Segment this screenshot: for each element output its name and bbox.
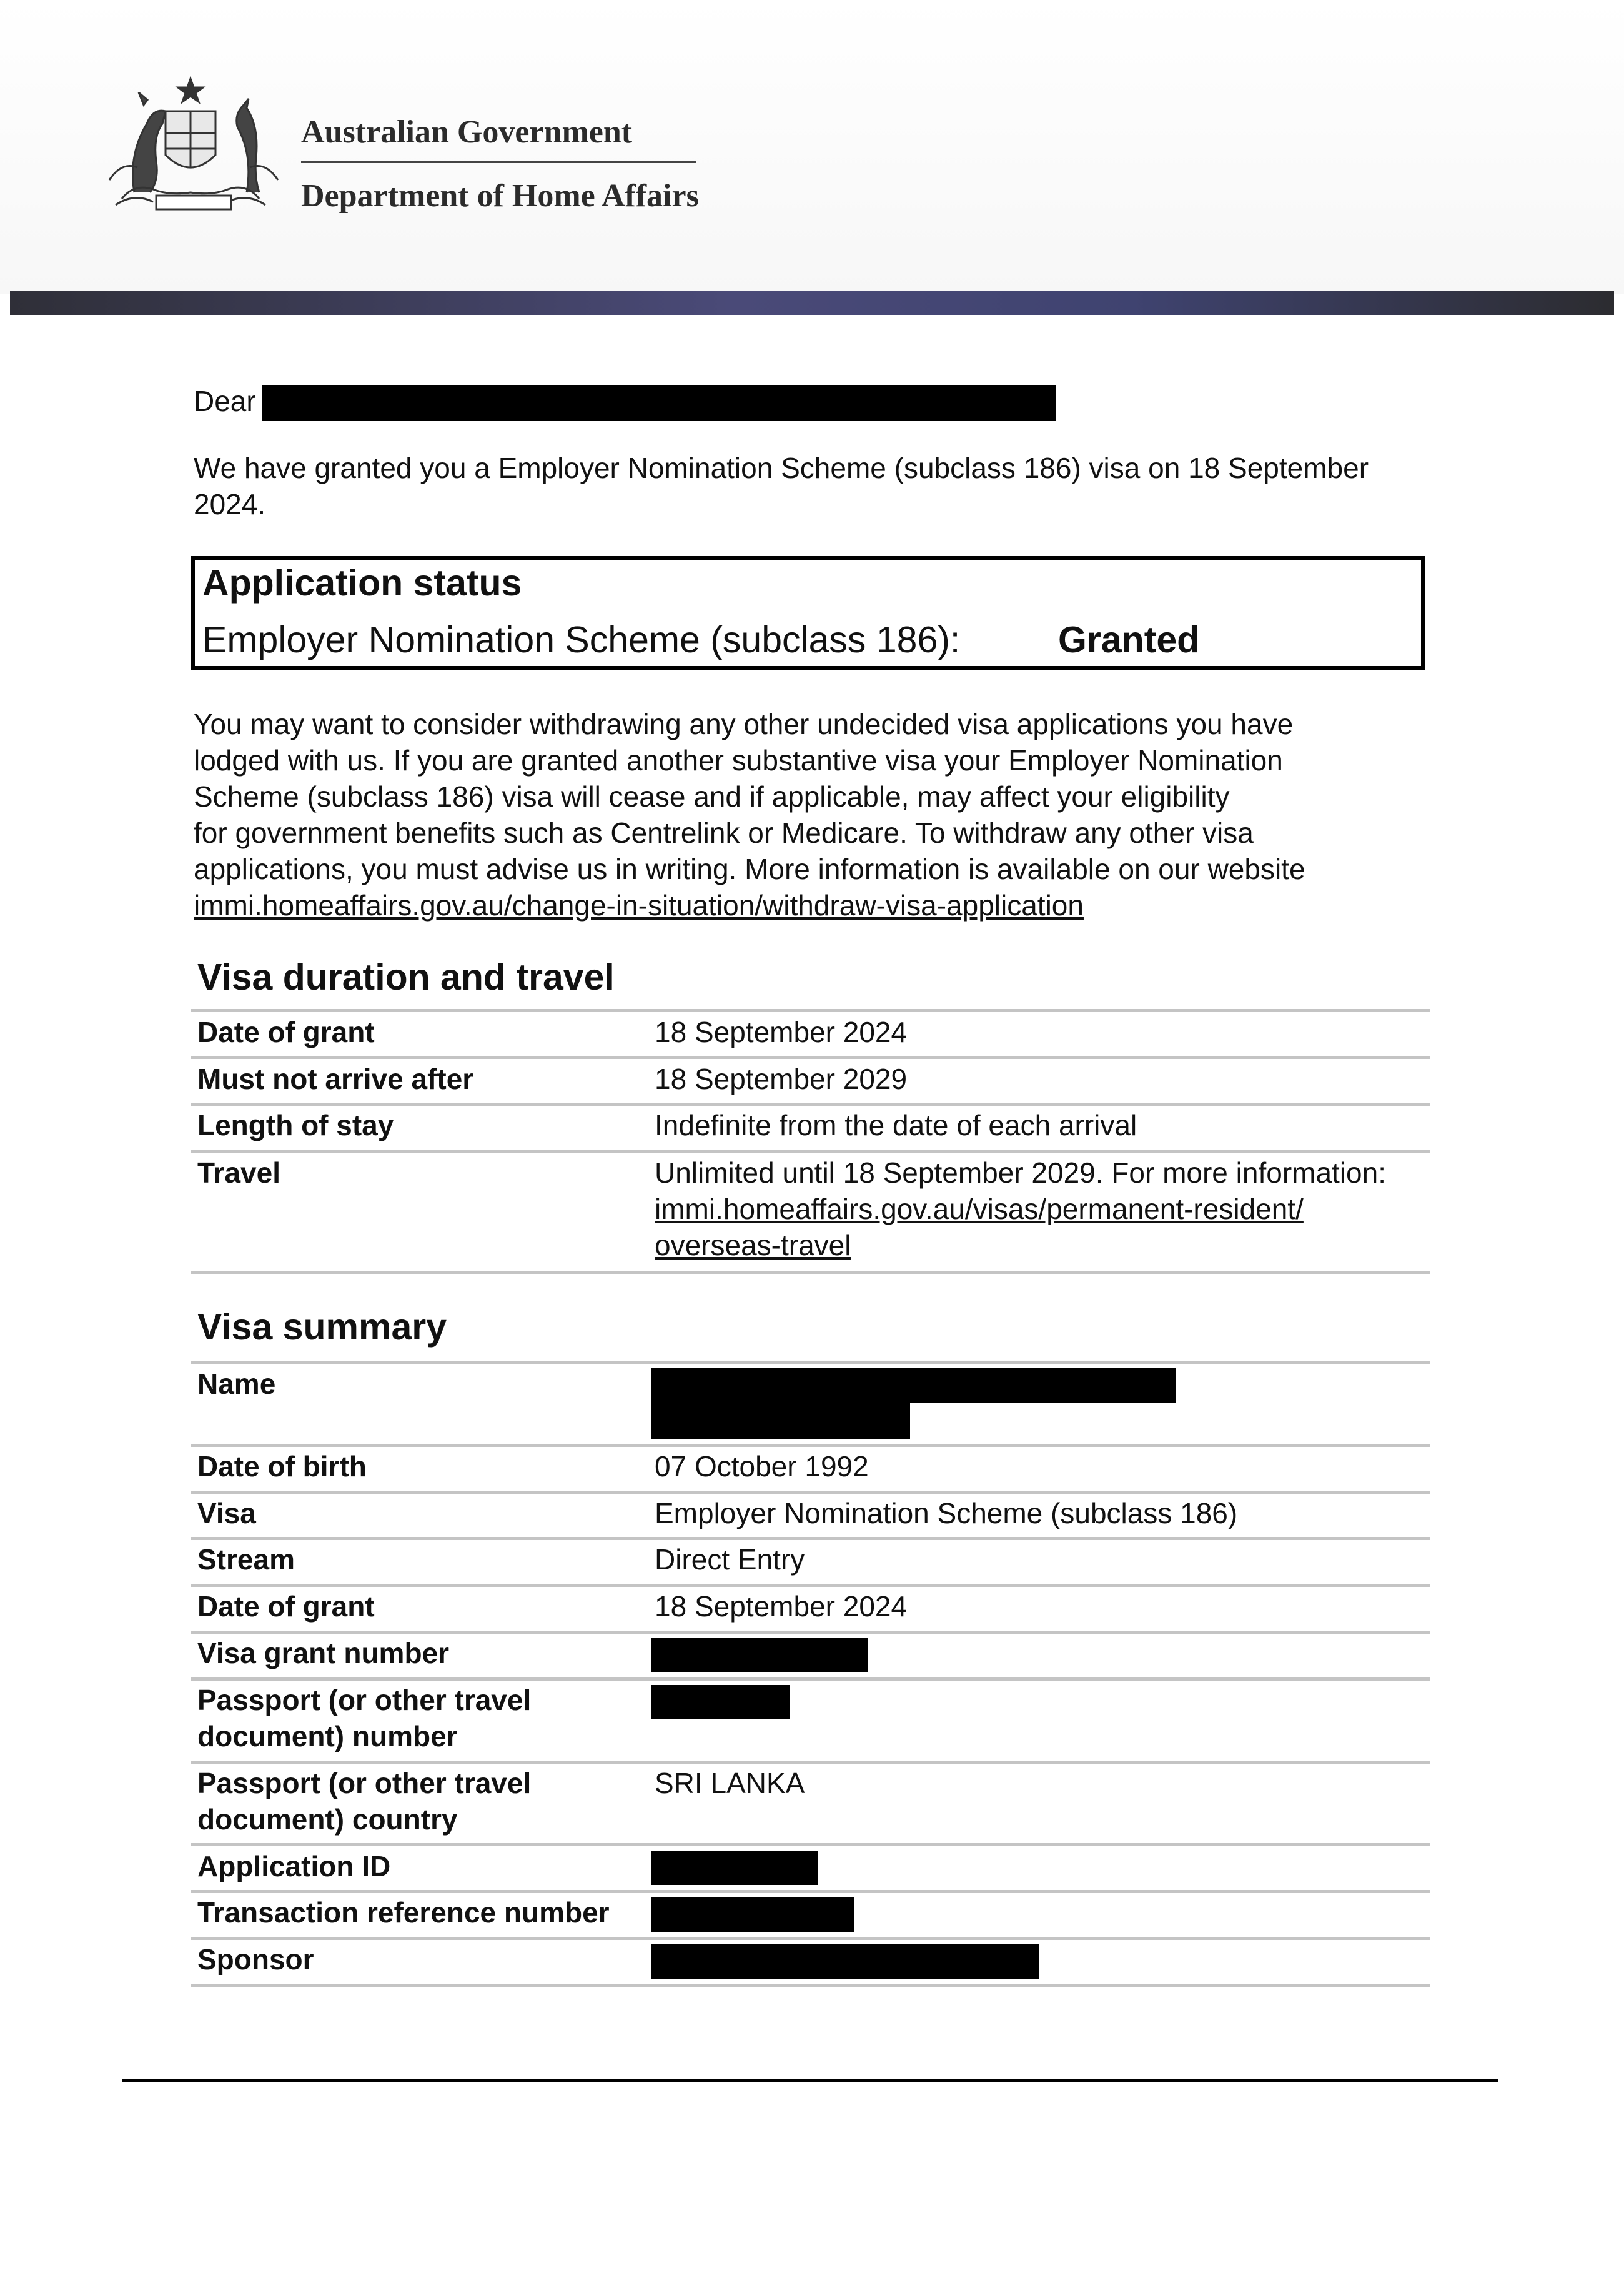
table-rule [191, 1843, 1430, 1846]
header-banner [10, 291, 1614, 315]
row-value: 18 September 2024 [655, 1016, 908, 1048]
redacted-recipient-name [262, 385, 1056, 421]
table-rule [191, 1937, 1430, 1940]
row-label: Visa grant number [197, 1637, 450, 1669]
row-value: Indefinite from the date of each arrival [655, 1109, 1137, 1141]
letterhead [0, 0, 1624, 294]
redacted-visa-grant-number [651, 1638, 868, 1672]
overseas-travel-link[interactable]: immi.homeaffairs.gov.au/visas/permanent-resident/ [655, 1193, 1304, 1225]
table-rule [191, 1631, 1430, 1634]
redacted-name [651, 1368, 1176, 1403]
row-label: document) number [197, 1720, 458, 1752]
row-value: SRI LANKA [655, 1767, 805, 1799]
row-label: Name [197, 1368, 276, 1400]
row-value: Unlimited until 18 September 2029. For more information: [655, 1156, 1387, 1189]
row-label: Travel [197, 1156, 280, 1189]
notice-line: lodged with us. If you are granted another substantive visa your Employer Nomination [194, 744, 1283, 777]
department-name: Department of Home Affairs [301, 178, 699, 214]
notice-line: for government benefits such as Centrelink or Medicare. To withdraw any other visa [194, 817, 1254, 849]
redacted-sponsor [651, 1944, 1039, 1979]
government-name: Australian Government [301, 114, 633, 150]
summary-section-title: Visa summary [197, 1306, 447, 1348]
footer-divider [122, 2079, 1498, 2082]
notice-line: applications, you must advise us in writing. More information is available on our website [194, 853, 1305, 885]
letterhead-divider [301, 161, 696, 163]
commonwealth-coat-of-arms-icon [97, 74, 290, 221]
table-rule [191, 1761, 1430, 1764]
table-rule [191, 1491, 1430, 1494]
table-rule [191, 1103, 1430, 1106]
row-label: document) country [197, 1803, 458, 1836]
table-rule [191, 1890, 1430, 1893]
table-rule [191, 1271, 1430, 1274]
table-rule [191, 1677, 1430, 1681]
salutation: Dear [194, 385, 256, 417]
row-label: Date of grant [197, 1016, 375, 1048]
row-value: Employer Nomination Scheme (subclass 186) [655, 1497, 1238, 1529]
status-heading: Application status [202, 562, 522, 604]
row-label: Date of birth [197, 1450, 367, 1483]
row-label: Must not arrive after [197, 1063, 474, 1095]
grant-intro: We have granted you a Employer Nomination Scheme (subclass 186) visa on 18 September 2024. [194, 452, 1369, 520]
row-value: 07 October 1992 [655, 1450, 869, 1483]
application-status-box [191, 556, 1425, 670]
table-rule [191, 1584, 1430, 1587]
row-label: Passport (or other travel [197, 1684, 532, 1716]
row-label: Passport (or other travel [197, 1767, 532, 1799]
table-rule [191, 1150, 1430, 1153]
redacted-transaction-reference [651, 1897, 854, 1932]
table-rule [191, 1361, 1430, 1364]
row-label: Sponsor [197, 1943, 314, 1975]
row-label: Application ID [197, 1850, 391, 1882]
table-rule [191, 1009, 1430, 1012]
status-visa-name: Employer Nomination Scheme (subclass 186): [202, 619, 961, 660]
row-label: Date of grant [197, 1590, 375, 1623]
row-value: Direct Entry [655, 1543, 805, 1576]
withdrawal-notice [194, 706, 1455, 923]
row-label: Stream [197, 1543, 295, 1576]
notice-line: Scheme (subclass 186) visa will cease and if applicable, may affect your eligibility [194, 780, 1230, 813]
redacted-application-id [651, 1851, 818, 1885]
table-rule [191, 1444, 1430, 1447]
redacted-passport-number [651, 1685, 790, 1719]
withdraw-application-link[interactable]: immi.homeaffairs.gov.au/change-in-situation/withdraw-visa-application [194, 889, 1084, 922]
status-value: Granted [1058, 619, 1200, 660]
row-label: Visa [197, 1497, 256, 1529]
redacted-name [651, 1403, 910, 1439]
table-rule [191, 1056, 1430, 1059]
table-rule [191, 1537, 1430, 1540]
row-value: 18 September 2024 [655, 1590, 908, 1623]
table-rule [191, 1984, 1430, 1987]
duration-section-title: Visa duration and travel [197, 957, 615, 998]
notice-line: You may want to consider withdrawing any other undecided visa applications you have [194, 708, 1294, 740]
row-label: Transaction reference number [197, 1896, 610, 1929]
overseas-travel-link-continued[interactable]: overseas-travel [655, 1229, 851, 1261]
row-value: 18 September 2029 [655, 1063, 908, 1095]
row-label: Length of stay [197, 1109, 394, 1141]
